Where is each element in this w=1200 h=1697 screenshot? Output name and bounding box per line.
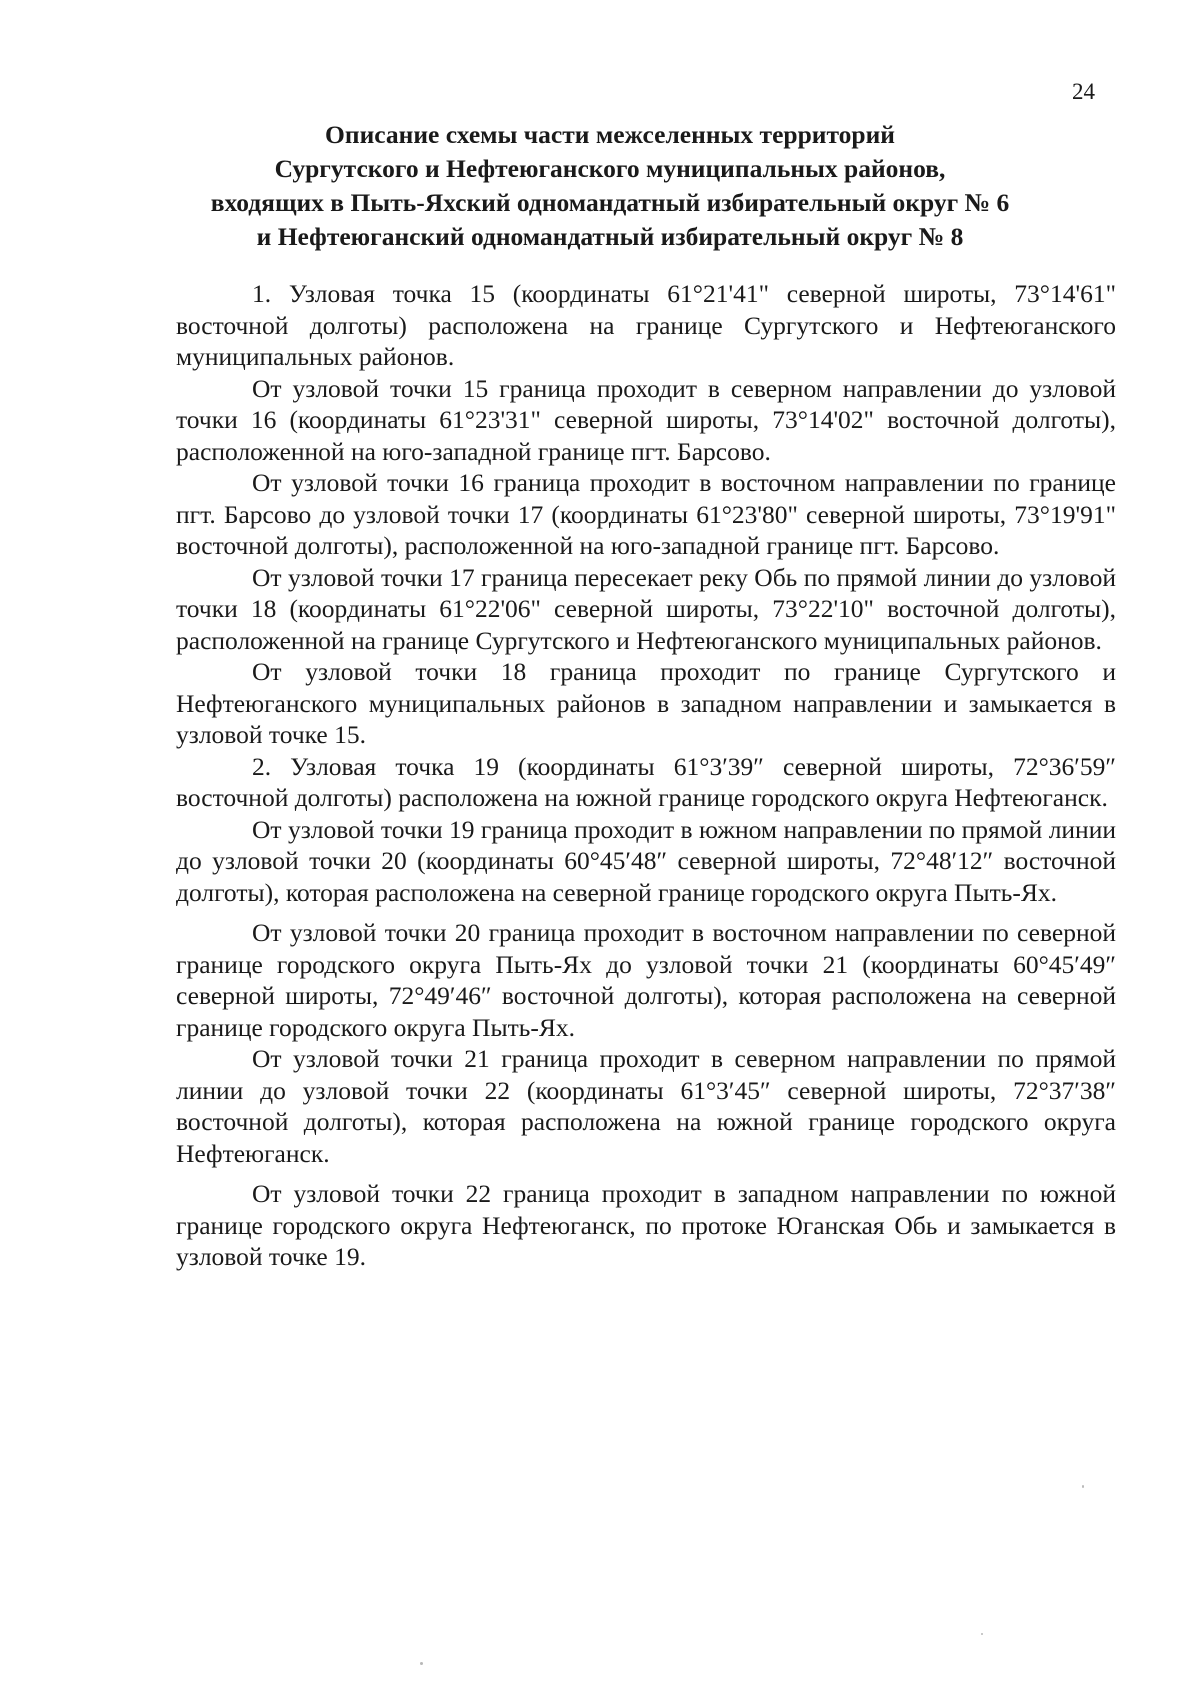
paragraph-section-1-point-15: 1. Узловая точка 15 (координаты 61°21'41" северной широты, 73°14'61" восточной долготы) расположена на границе Сургутского и Нефтеюганского муниципальных районов. bbox=[176, 279, 1116, 371]
paragraph-point-20-to-21: От узловой точки 20 граница проходит в восточном направлении по северной границе городского округа Пыть-Ях до узловой точки 21 (координаты 60°45′49″ северной широты, 72°49′46″ восточной долготы), которая расположена на северной границе городского округа Пыть-Ях. bbox=[176, 918, 1116, 1042]
paragraph-section-2-point-19: 2. Узловая точка 19 (координаты 61°3′39″ северной широты, 72°36′59″ восточной долготы) расположена на южной границе городского округа Нефтеюганск. bbox=[176, 751, 1116, 812]
document-title bbox=[150, 118, 1070, 254]
title-line: Сургутского и Нефтеюганского муниципальных районов, bbox=[274, 154, 946, 183]
title-line: и Нефтеюганский одномандатный избирательный округ № 8 bbox=[256, 222, 964, 251]
title-line: входящих в Пыть-Яхский одномандатный избирательный округ № 6 bbox=[210, 188, 1010, 217]
paragraph-point-17-to-18: От узловой точки 17 граница пересекает реку Обь по прямой линии до узловой точки 18 (координаты 61°22'06" северной широты, 73°22'10" восточной долготы), расположенной на границе Сургутского и Нефтеюганского муниципальных районов. bbox=[176, 562, 1116, 655]
paragraph-point-21-to-22: От узловой точки 21 граница проходит в северном направлении по прямой линии до узловой точки 22 (координаты 61°3′45″ северной широты, 72°37′38″ восточной долготы), которая расположена на южной границе городского округа Нефтеюганск. bbox=[176, 1044, 1116, 1168]
scan-speck bbox=[1082, 1485, 1084, 1488]
paragraph-point-15-to-16: От узловой точки 15 граница проходит в северном направлении до узловой точки 16 (координаты 61°23'31" северной широты, 73°14'02" восточной долготы), расположенной на юго-западной границе пгт. Барсово. bbox=[176, 373, 1116, 466]
document-body bbox=[176, 278, 1116, 1273]
paragraph-point-19-to-20: От узловой точки 19 граница проходит в южном направлении по прямой линии до узловой точки 20 (координаты 60°45′48″ северной широты, 72°48′12″ восточной долготы), которая расположена на северной границе городского округа Пыть-Ях. bbox=[176, 814, 1116, 907]
paragraph-point-18-to-15: От узловой точки 18 граница проходит по границе Сургутского и Нефтеюганского муниципальных районов в западном направлении и замыкается в узловой точке 15. bbox=[176, 657, 1116, 749]
title-line: Описание схемы части межселенных территорий bbox=[325, 120, 895, 149]
paragraph-point-22-to-19: От узловой точки 22 граница проходит в западном направлении по южной границе городского округа Нефтеюганск, по протоке Юганская Обь и замыкается в узловой точке 19. bbox=[176, 1179, 1116, 1271]
scan-speck bbox=[420, 1662, 423, 1665]
page-number: 24 bbox=[1072, 79, 1095, 104]
scan-speck bbox=[981, 1633, 983, 1635]
paragraph-point-16-to-17: От узловой точки 16 граница проходит в восточном направлении по границе пгт. Барсово до узловой точки 17 (координаты 61°23'80" северной широты, 73°19'91" восточной долготы), расположенной на юго-западной границе пгт. Барсово. bbox=[176, 468, 1116, 560]
